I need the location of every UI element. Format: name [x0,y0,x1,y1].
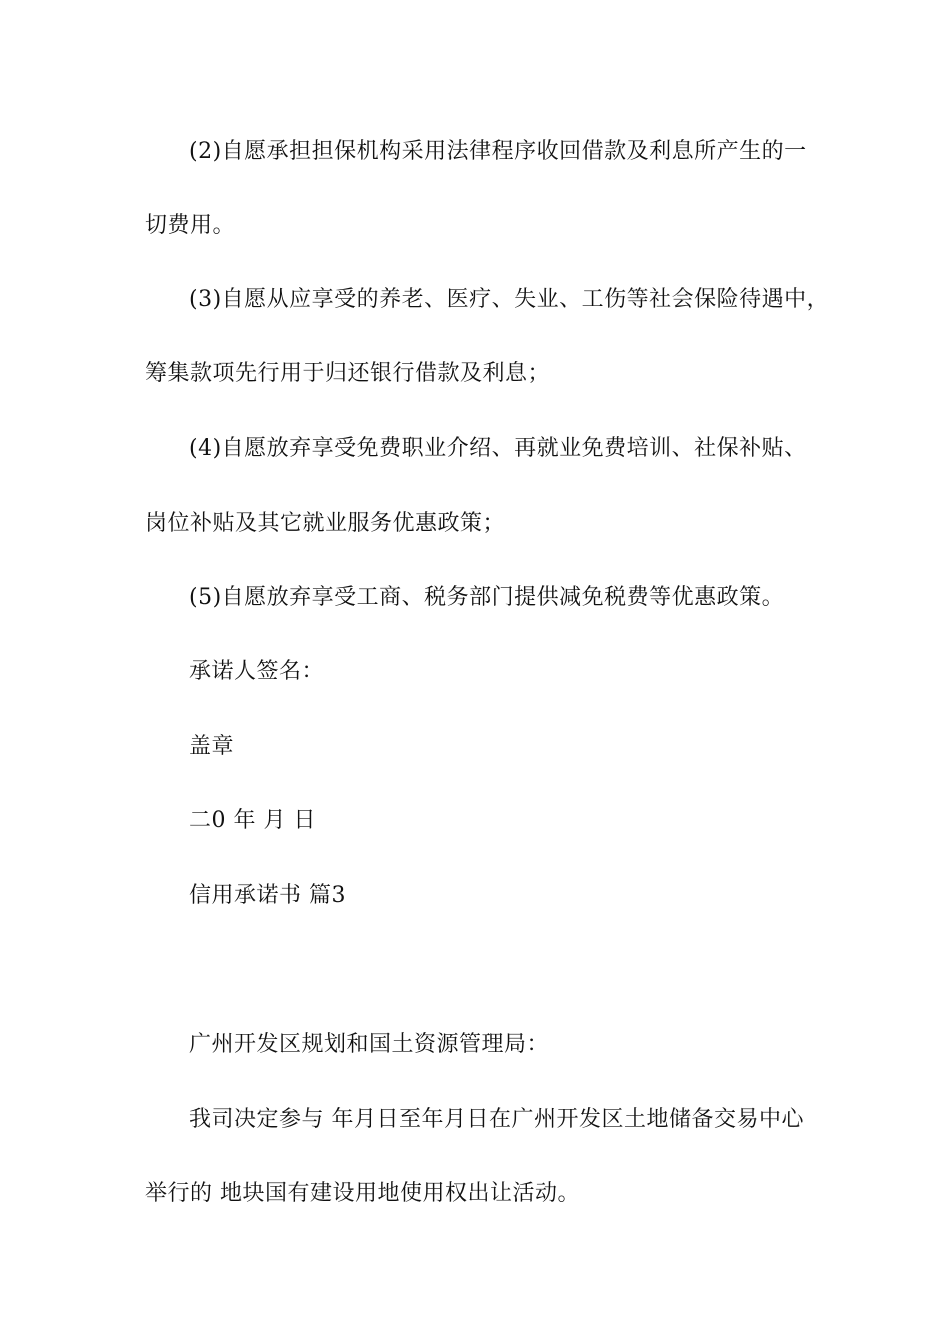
paragraph-item-4-line-2: 岗位补贴及其它就业服务优惠政策； [145,511,506,536]
addressee-line: 广州开发区规划和国土资源管理局： [189,1032,550,1057]
paragraph-item-2-line-1: (2)自愿承担担保机构采用法律程序收回借款及利息所产生的一 [189,139,807,164]
section-heading: 信用承诺书 篇3 [189,883,346,908]
paragraph-item-4-line-1: (4)自愿放弃享受免费职业介绍、再就业免费培训、社保补贴、 [189,436,807,461]
paragraph-item-3-line-1: (3)自愿从应享受的养老、医疗、失业、工伤等社会保险待遇中， [189,287,830,312]
body-paragraph-line-1: 我司决定参与 年月日至年月日在广州开发区土地储备交易中心 [189,1107,804,1132]
date-line: 二0 年 月 日 [189,808,316,833]
paragraph-item-3-line-2: 筹集款项先行用于归还银行借款及利息； [145,361,551,386]
seal-label: 盖章 [189,734,235,759]
paragraph-item-2-line-2: 切费用。 [145,213,236,238]
paragraph-item-5: (5)自愿放弃享受工商、税务部门提供减免税费等优惠政策。 [189,585,785,610]
body-paragraph-line-2: 举行的 地块国有建设用地使用权出让活动。 [145,1181,580,1206]
signature-label: 承诺人签名： [189,659,325,684]
